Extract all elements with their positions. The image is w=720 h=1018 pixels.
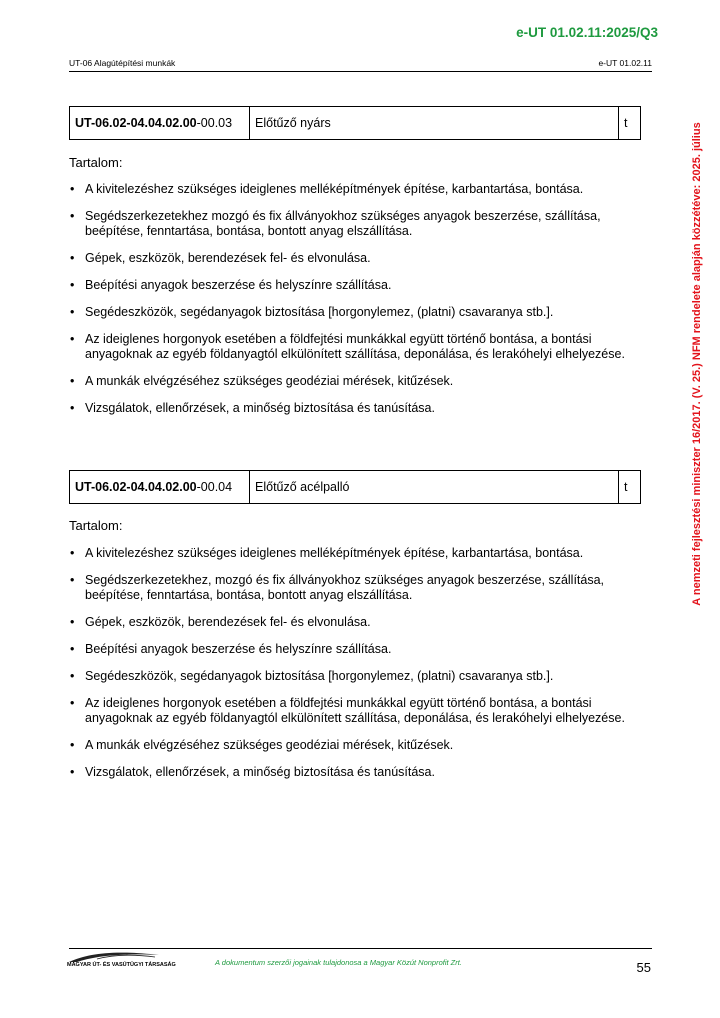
list-item: • Beépítési anyagok beszerzése és helyszínre szállítása.: [69, 278, 649, 293]
copyright-note: A dokumentum szerzői jogainak tulajdonosa a Magyar Közút Nonprofit Zrt.: [215, 958, 462, 967]
list-item: • Vizsgálatok, ellenőrzések, a minőség biztosítása és tanúsítása.: [69, 765, 649, 780]
footer-divider: [69, 948, 652, 949]
chapter-title: UT-06 Alagútépítési munkák: [69, 58, 176, 68]
list-item: • Vizsgálatok, ellenőrzések, a minőség biztosítása és tanúsítása.: [69, 401, 649, 416]
document-reference: e-UT 01.02.11: [598, 58, 652, 68]
item-code: UT-06.02-04.04.02.00-00.03: [70, 107, 250, 140]
item-name: Előtűző acélpalló: [250, 471, 619, 504]
list-item: • Gépek, eszközök, berendezések fel- és elvonulása.: [69, 615, 649, 630]
list-item: • Segédszerkezetekhez mozgó és fix állványokhoz szükséges anyagok beszerzése, szállítása, beépítése, fenntartása, bontása, bontott anyag elszállítása.: [69, 209, 649, 239]
list-item: • Beépítési anyagok beszerzése és helyszínre szállítása.: [69, 642, 649, 657]
company-logo-text: MAGYAR ÚT- ÉS VASÚTÜGYI TÁRSASÁG: [67, 962, 176, 968]
side-publication-note: A nemzeti fejlesztési miniszter 16/2017. (V. 25.) NFM rendelete alapján közzétéve: 2025. július: [691, 121, 703, 606]
list-item: • A kivitelezéshez szükséges ideiglenes melléképítmények építése, karbantartása, bontása.: [69, 546, 649, 561]
table-row: [70, 107, 641, 140]
document-code: e-UT 01.02.11:2025/Q3: [516, 25, 658, 40]
page-number: 55: [636, 960, 651, 975]
item-unit: t: [619, 471, 641, 504]
company-logo-icon: [67, 950, 162, 972]
list-item: • Az ideiglenes horgonyok esetében a földfejtési munkákkal együtt történő bontása, a bontási anyagoknak az egyéb földanyagtól elkülönített szállítása, deponálása, és lerakóhelyi elhelyezése.: [69, 696, 649, 726]
list-item: • Az ideiglenes horgonyok esetében a földfejtési munkákkal együtt történő bontása, a bontási anyagoknak az egyéb földanyagtól elkülönített szállítása, deponálása, és lerakóhelyi elhelyezése.: [69, 332, 649, 362]
list-item: • Segédeszközök, segédanyagok biztosítása [horgonylemez, (platni) csavaranya stb.].: [69, 669, 649, 684]
content-list: [69, 182, 649, 428]
list-item: • A munkák elvégzéséhez szükséges geodéziai mérések, kitűzések.: [69, 374, 649, 389]
list-item: • Gépek, eszközök, berendezések fel- és elvonulása.: [69, 251, 649, 266]
item-name: Előtűző nyárs: [250, 107, 619, 140]
item-table: [69, 106, 641, 140]
item-unit: t: [619, 107, 641, 140]
content-label: Tartalom:: [69, 518, 123, 533]
table-row: [70, 471, 641, 504]
item-code: UT-06.02-04.04.02.00-00.04: [70, 471, 250, 504]
list-item: • Segédeszközök, segédanyagok biztosítása [horgonylemez, (platni) csavaranya stb.].: [69, 305, 649, 320]
content-label: Tartalom:: [69, 155, 123, 170]
item-table: [69, 470, 641, 504]
running-header: [69, 58, 652, 72]
list-item: • Segédszerkezetekhez, mozgó és fix állványokhoz szükséges anyagok beszerzése, szállítása, beépítése, fenntartása, bontása, bontott anyag elszállítása.: [69, 573, 649, 603]
list-item: • A kivitelezéshez szükséges ideiglenes melléképítmények építése, karbantartása, bontása.: [69, 182, 649, 197]
content-list: [69, 546, 649, 792]
list-item: • A munkák elvégzéséhez szükséges geodéziai mérések, kitűzések.: [69, 738, 649, 753]
